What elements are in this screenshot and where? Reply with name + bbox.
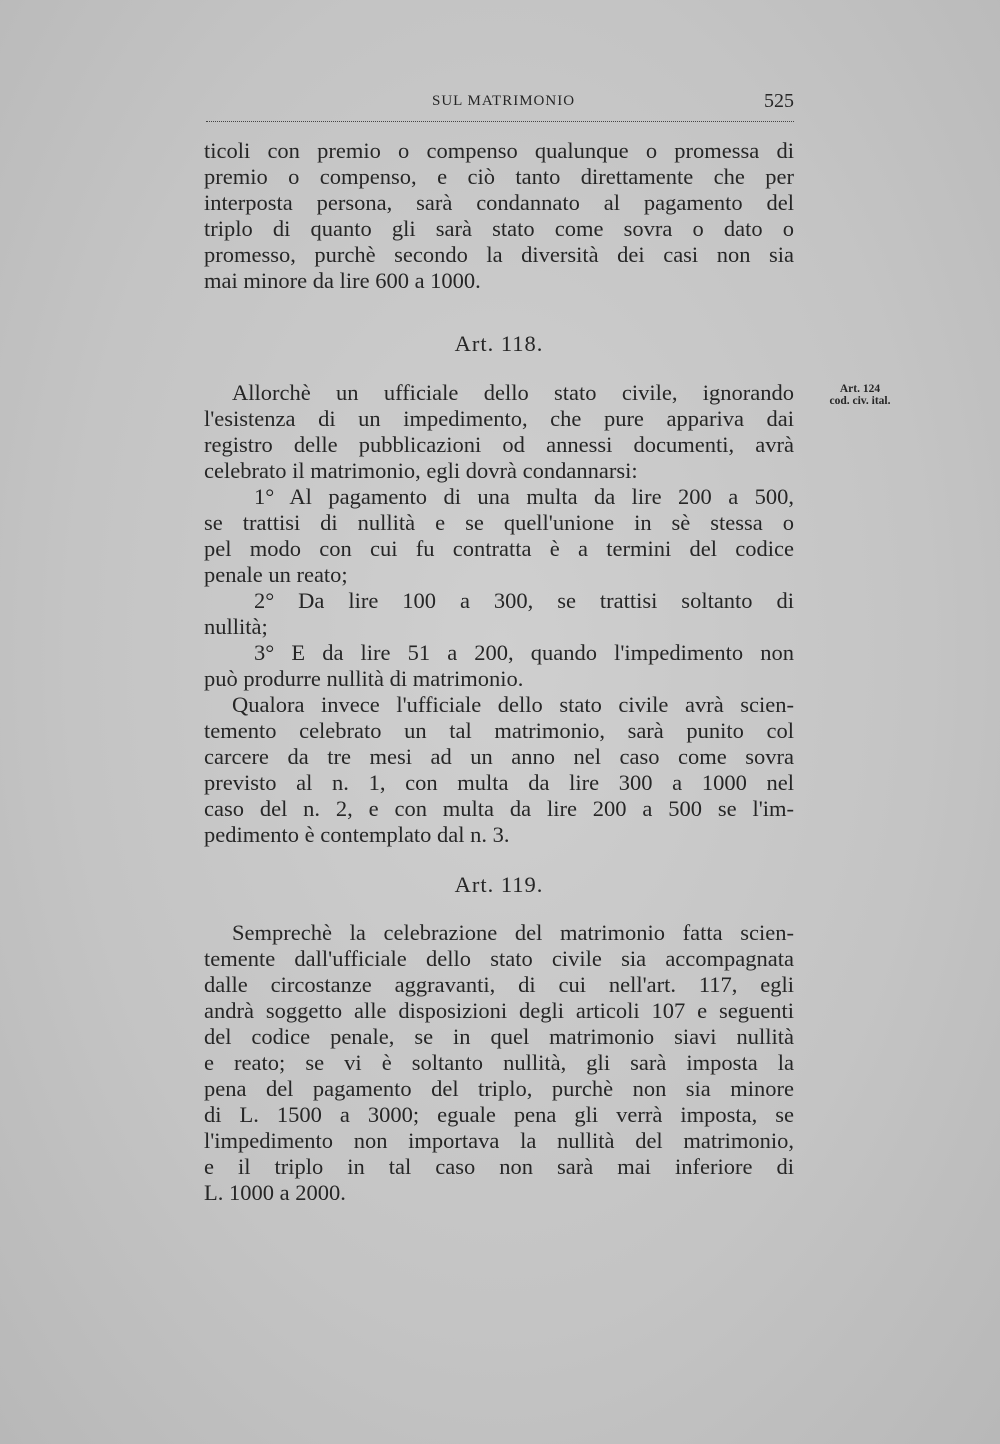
text-line: penale un reato; bbox=[204, 562, 348, 587]
text-line: Qualora invece l'ufficiale dello stato civile avrà scien- bbox=[232, 692, 794, 717]
text-line: l'impedimento non importava la nullità del matrimonio, bbox=[204, 1128, 794, 1153]
text-line: andrà soggetto alle disposizioni degli articoli 107 e seguenti bbox=[204, 998, 794, 1023]
text-line: e il triplo in tal caso non sarà mai inferiore di bbox=[204, 1154, 794, 1179]
text-line: interposta persona, sarà condannato al pagamento del bbox=[204, 190, 794, 215]
text-line: temente dall'ufficiale dello stato civile sia accompagnata bbox=[204, 946, 794, 971]
margin-note-line: Art. 124 bbox=[839, 383, 881, 395]
text-line: dalle circostanze aggravanti, di cui nell'art. 117, egli bbox=[204, 972, 794, 997]
article-118-heading: Art. 118. bbox=[454, 331, 544, 356]
text-line: 2° Da lire 100 a 300, se trattisi soltanto di bbox=[254, 588, 794, 613]
article-118-body bbox=[204, 380, 794, 848]
text-line: pena del pagamento del triplo, purchè non sia minore bbox=[204, 1076, 794, 1101]
text-line: temento celebrato un tal matrimonio, sarà punito col bbox=[204, 718, 794, 743]
text-line: l'esistenza di un impedimento, che pure appariva dai bbox=[204, 406, 794, 431]
text-line: celebrato il matrimonio, egli dovrà condannarsi: bbox=[204, 458, 638, 483]
text-line: L. 1000 a 2000. bbox=[204, 1180, 346, 1205]
text-line: promesso, purchè secondo la diversità dei casi non sia bbox=[204, 242, 794, 267]
margin-note-reference bbox=[812, 383, 908, 407]
text-line: triplo di quanto gli sarà stato come sovra o dato o bbox=[204, 216, 794, 241]
text-line: Allorchè un ufficiale dello stato civile, ignorando bbox=[232, 380, 794, 405]
header-rule bbox=[206, 121, 794, 122]
text-line: ticoli con premio o compenso qualunque o promessa di bbox=[204, 138, 794, 163]
text-line: può produrre nullità di matrimonio. bbox=[204, 666, 524, 691]
text-line: e reato; se vi è soltanto nullità, gli sarà imposta la bbox=[204, 1050, 794, 1075]
text-line: caso del n. 2, e con multa da lire 200 a 500 se l'im- bbox=[204, 796, 794, 821]
article-119-heading: Art. 119. bbox=[454, 872, 544, 897]
continuation-paragraph bbox=[204, 138, 794, 294]
page-number: 525 bbox=[764, 90, 794, 112]
text-line: pel modo con cui fu contratta è a termini del codice bbox=[204, 536, 794, 561]
text-line: carcere da tre mesi ad un anno nel caso come sovra bbox=[204, 744, 794, 769]
text-line: premio o compenso, e ciò tanto direttamente che per bbox=[204, 164, 794, 189]
text-line: se trattisi di nullità e se quell'unione in sè stessa o bbox=[204, 510, 794, 535]
text-line: pedimento è contemplato dal n. 3. bbox=[204, 822, 510, 847]
margin-note-line: cod. civ. ital. bbox=[829, 395, 891, 407]
text-line: del codice penale, se in quel matrimonio siavi nullità bbox=[204, 1024, 794, 1049]
running-head bbox=[206, 90, 794, 117]
text-line: di L. 1500 a 3000; eguale pena gli verrà imposta, se bbox=[204, 1102, 794, 1127]
text-line: mai minore da lire 600 a 1000. bbox=[204, 268, 481, 293]
running-title: SUL MATRIMONIO bbox=[432, 93, 576, 109]
text-line: Semprechè la celebrazione del matrimonio fatta scien- bbox=[232, 920, 794, 945]
text-line: 3° E da lire 51 a 200, quando l'impedimento non bbox=[254, 640, 794, 665]
text-line: registro delle pubblicazioni od annessi documenti, avrà bbox=[204, 432, 794, 457]
text-line: previsto al n. 1, con multa da lire 300 a 1000 nel bbox=[204, 770, 794, 795]
text-line: nullità; bbox=[204, 614, 268, 639]
article-119-body bbox=[204, 920, 794, 1206]
text-line: 1° Al pagamento di una multa da lire 200 a 500, bbox=[254, 484, 794, 509]
